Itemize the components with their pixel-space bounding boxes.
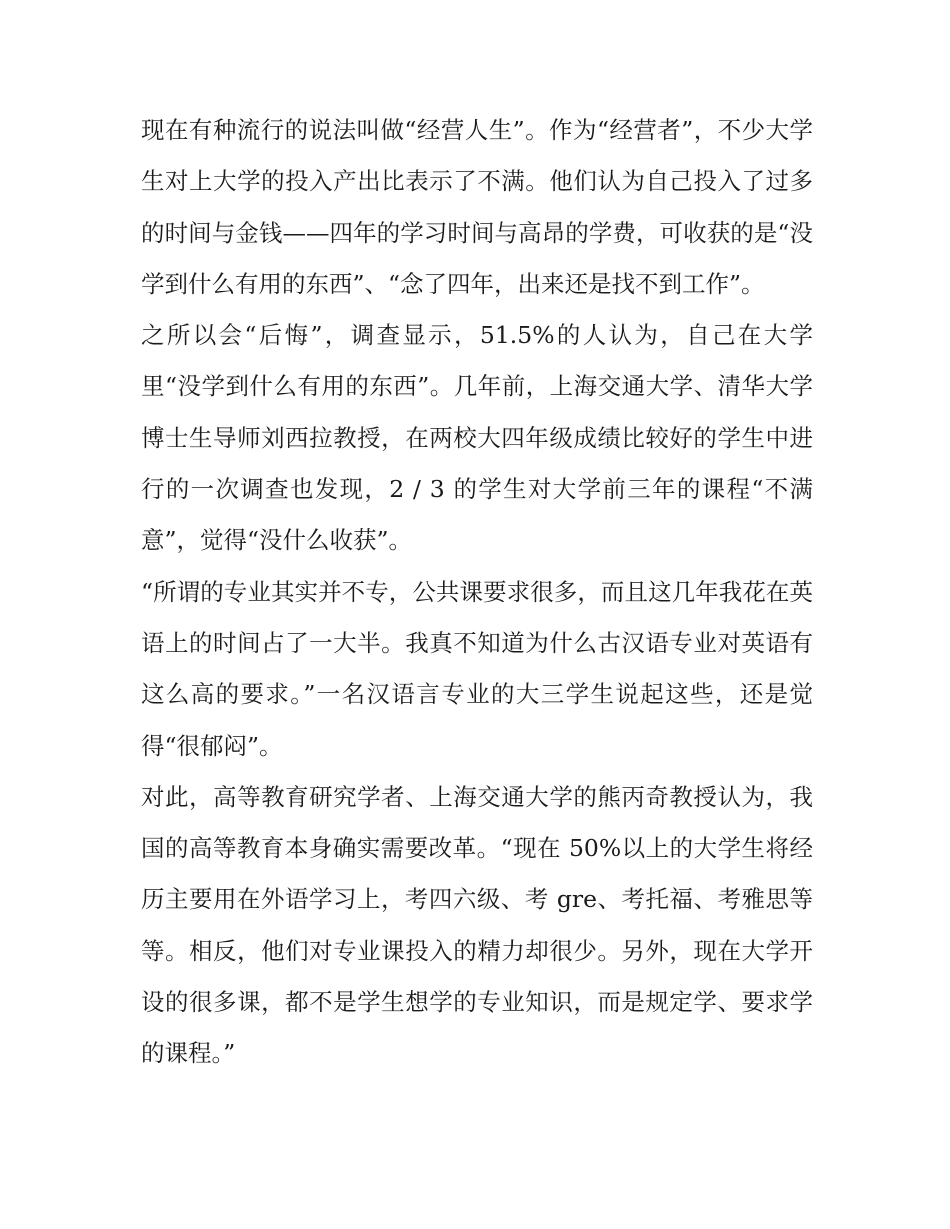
paragraph-2: 之所以会“后悔”，调查显示，51.5%的人认为，自己在大学里“没学到什么有用的东西”。几年前，上海交通大学、清华大学博士生导师刘西拉教授，在两校大四年级成绩比较好的学生中进行的一次调查也发现，2 / 3 的学生对大学前三年的课程“不满意”，觉得“没什么收获”。 (141, 321, 813, 555)
paragraph-1: 现在有种流行的说法叫做“经营人生”。作为“经营者”，不少大学生对上大学的投入产出比表示了不满。他们认为自己投入了过多的时间与金钱——四年的学习时间与高昂的学费，可收获的是“没学到什么有用的东西”、“念了四年，出来还是找不到工作”。 (141, 116, 813, 298)
paragraph-3: “所谓的专业其实并不专，公共课要求很多，而且这几年我花在英语上的时间占了一大半。我真不知道为什么古汉语专业对英语有这么高的要求。”一名汉语言专业的大三学生说起这些，还是觉得“很郁闷”。 (141, 577, 813, 760)
paragraph-4: 对此，高等教育研究学者、上海交通大学的熊丙奇教授认为，我国的高等教育本身确实需要改革。“现在 50%以上的大学生将经历主要用在外语学习上，考四六级、考 gre、考托福、考雅思等等。相反，他们对专业课投入的精力却很少。另外，现在大学开设的很多课，都不是学生想学的专业知识，而是规定学、要求学的课程。” (141, 782, 813, 1068)
document-body (141, 105, 813, 1080)
